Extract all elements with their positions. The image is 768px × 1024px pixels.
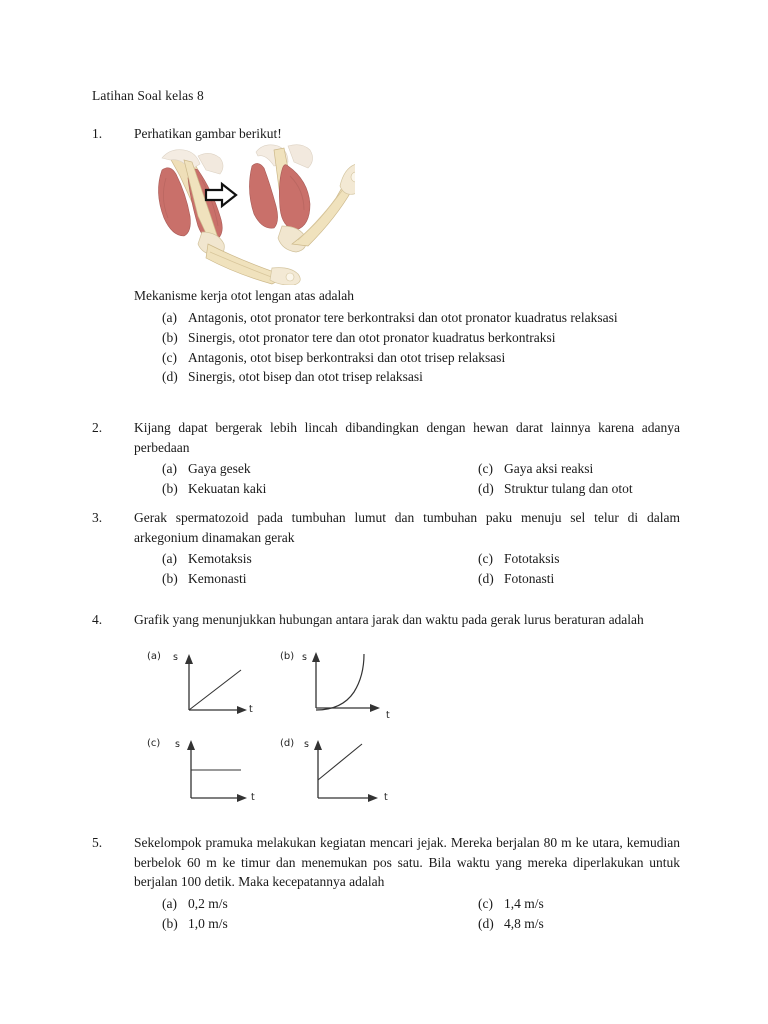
option-key: (c) xyxy=(478,461,493,477)
option-key: (a) xyxy=(162,309,177,325)
graph-option-b xyxy=(278,648,410,732)
question-4-heading xyxy=(92,610,680,630)
option-key: (b) xyxy=(162,571,178,587)
graph-a-y-label: s xyxy=(173,652,178,663)
option-item[interactable] xyxy=(162,549,252,569)
question-2-number: 2. xyxy=(92,420,103,435)
option-value: Kemonasti xyxy=(188,571,247,587)
arm-muscle-diagram xyxy=(140,140,355,285)
graph-a-x-label: t xyxy=(249,704,253,715)
question-1-text: Perhatikan gambar berikut! xyxy=(134,126,282,141)
graph-option-d xyxy=(278,732,410,816)
option-value: Sinergis, otot bisep dan otot trisep relaksasi xyxy=(188,369,423,385)
option-key: (c) xyxy=(162,349,177,365)
option-column-left xyxy=(162,894,228,934)
question-3-number: 3. xyxy=(92,510,103,525)
option-key: (b) xyxy=(162,915,178,931)
option-item[interactable] xyxy=(162,894,228,914)
question-3-heading xyxy=(92,508,680,547)
option-key: (c) xyxy=(478,895,493,911)
option-value: Fotonasti xyxy=(504,571,555,587)
option-column-left xyxy=(162,459,266,499)
option-item[interactable] xyxy=(478,894,544,914)
option-key: (c) xyxy=(478,551,493,567)
option-value: Fototaksis xyxy=(504,551,560,567)
question-5-options xyxy=(162,894,680,936)
option-value: Sinergis, otot pronator tere dan otot pronator kuadratus berkontraksi xyxy=(188,329,556,345)
option-key: (d) xyxy=(162,369,178,385)
option-value: 1,4 m/s xyxy=(504,895,544,911)
option-key: (a) xyxy=(162,461,177,477)
option-key: (b) xyxy=(162,481,178,497)
question-1-number: 1. xyxy=(92,126,103,141)
question-5-text: Sekelompok pramuka melakukan kegiatan mencari jejak. Mereka berjalan 80 m ke utara, kemudian berbelok 60 m ke timur dan menemukan pos satu. Bila waktu yang mereka diperlakukan untuk berjalan 100 detik. Maka kecepatannya adalah xyxy=(134,835,680,890)
graph-c-y-label: s xyxy=(175,739,180,750)
graph-d-y-label: s xyxy=(304,739,309,750)
option-item[interactable] xyxy=(478,914,544,934)
question-2 xyxy=(92,418,680,501)
question-5 xyxy=(92,833,680,936)
graph-d-key: (d) xyxy=(280,738,295,749)
option-column-right xyxy=(478,549,560,589)
question-2-options xyxy=(162,459,680,501)
question-4-text: Grafik yang menunjukkan hubungan antara jarak dan waktu pada gerak lurus beraturan adalah xyxy=(134,612,644,627)
graph-option-c xyxy=(145,732,277,816)
question-5-heading xyxy=(92,833,680,892)
graph-d-x-label: t xyxy=(384,792,388,803)
option-item[interactable] xyxy=(162,308,680,328)
option-item[interactable] xyxy=(162,914,228,934)
question-1-figure-caption: Mekanisme kerja otot lengan atas adalah xyxy=(134,288,355,303)
option-key: (a) xyxy=(162,895,177,911)
option-item[interactable] xyxy=(478,459,633,479)
option-value: 4,8 m/s xyxy=(504,915,544,931)
option-key: (a) xyxy=(162,551,177,567)
option-key: (b) xyxy=(162,329,178,345)
option-item[interactable] xyxy=(162,328,680,348)
question-3-text: Gerak spermatozoid pada tumbuhan lumut dan tumbuhan paku menuju sel telur di dalam arkegonium dinamakan gerak xyxy=(134,510,680,545)
question-3 xyxy=(92,508,680,591)
option-item[interactable] xyxy=(162,479,266,499)
question-3-options xyxy=(162,549,680,591)
option-value: Gaya aksi reaksi xyxy=(504,461,594,477)
graph-option-a xyxy=(145,648,277,732)
option-item[interactable] xyxy=(162,459,266,479)
option-key: (d) xyxy=(478,571,494,587)
option-item[interactable] xyxy=(162,367,680,387)
graph-c-key: (c) xyxy=(147,738,161,749)
question-4 xyxy=(92,610,680,630)
graph-a-key: (a) xyxy=(147,651,161,662)
question-2-heading xyxy=(92,418,680,457)
graph-b-y-label: s xyxy=(302,652,307,663)
option-item[interactable] xyxy=(478,479,633,499)
question-2-text: Kijang dapat bergerak lebih lincah dibandingkan dengan hewan darat lainnya karena adanya perbedaan xyxy=(134,420,680,455)
question-5-number: 5. xyxy=(92,835,103,850)
option-item[interactable] xyxy=(478,549,560,569)
option-item[interactable] xyxy=(162,569,252,589)
question-1-options-block xyxy=(92,286,680,387)
option-value: Struktur tulang dan otot xyxy=(504,481,633,497)
question-1-options xyxy=(162,308,680,388)
spacer xyxy=(162,894,680,936)
document-title: Latihan Soal kelas 8 xyxy=(92,88,204,103)
option-key: (d) xyxy=(478,915,494,931)
option-value: Kekuatan kaki xyxy=(188,481,267,497)
graph-b-key: (b) xyxy=(280,651,295,662)
option-item[interactable] xyxy=(478,569,560,589)
option-value: Antagonis, otot pronator tere berkontraksi dan otot pronator kuadratus relaksasi xyxy=(188,309,618,325)
option-item[interactable] xyxy=(162,348,680,368)
option-value: Kemotaksis xyxy=(188,551,252,567)
option-column-right xyxy=(478,459,633,499)
question-4-number: 4. xyxy=(92,612,103,627)
option-value: 1,0 m/s xyxy=(188,915,228,931)
graph-c-x-label: t xyxy=(251,792,255,803)
option-key: (d) xyxy=(478,481,494,497)
arm-flexed xyxy=(249,145,355,252)
option-value: Gaya gesek xyxy=(188,461,251,477)
option-column-left xyxy=(162,549,252,589)
graph-b-x-label: t xyxy=(386,710,390,721)
option-value: 0,2 m/s xyxy=(188,895,228,911)
motion-graphs-figure xyxy=(145,648,425,818)
option-value: Antagonis, otot bisep berkontraksi dan otot trisep relaksasi xyxy=(188,349,506,365)
option-column-right xyxy=(478,894,544,934)
